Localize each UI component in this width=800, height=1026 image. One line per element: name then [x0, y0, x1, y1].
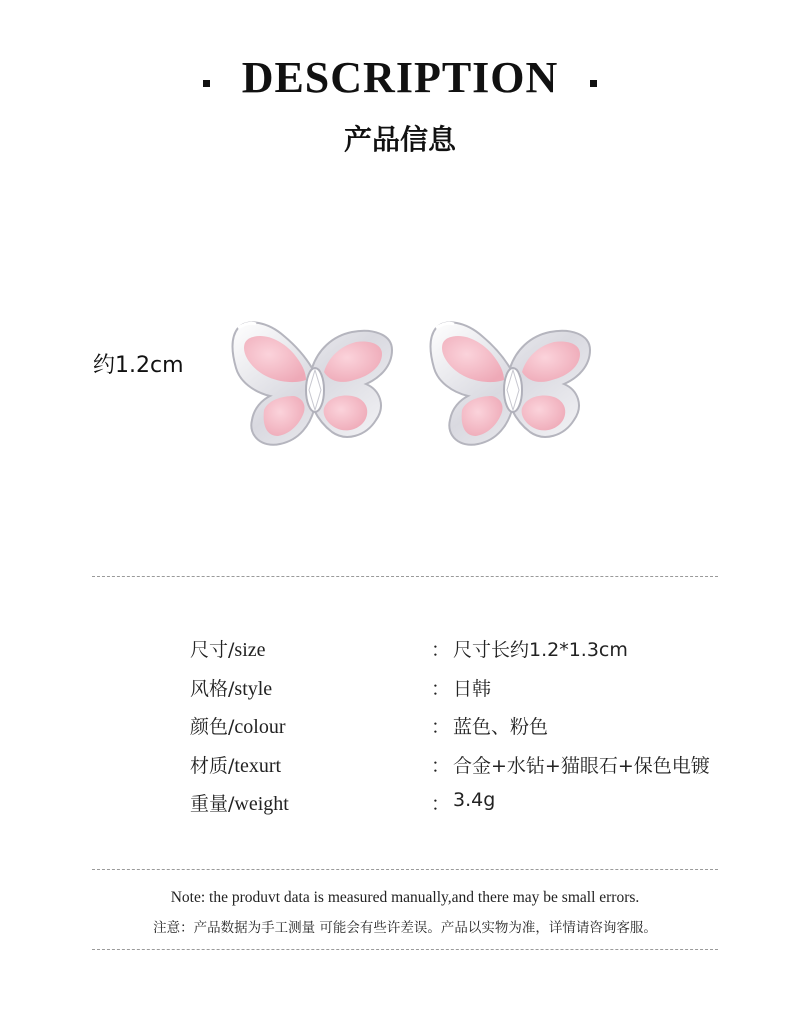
spec-colon: ： [431, 716, 451, 738]
title-row [0, 52, 800, 103]
spec-key-en: size [234, 639, 266, 661]
spec-colon: ： [431, 678, 451, 700]
spec-key-cn: 重量/ [190, 793, 235, 815]
product-image [210, 300, 610, 470]
spec-colon: ： [431, 755, 451, 777]
spec-key-cn: 风格/ [190, 678, 235, 700]
spec-row-weight [0, 789, 800, 819]
note-english: Note: the produvt data is measured manually,and there may be small errors. [170, 889, 640, 906]
spec-key-cn: 材质/ [190, 755, 235, 777]
spec-key-en: style [234, 678, 273, 700]
bullet-dot-left [203, 80, 210, 87]
spec-colon: ： [431, 793, 451, 815]
spec-row-colour [0, 712, 800, 742]
note-chinese: 注意：产品数据为手工测量 可能会有些许差误。产品以实物为准，详情请咨询客服。 [153, 920, 657, 936]
spec-key-en: colour [234, 716, 286, 738]
spec-key-en: weight [234, 793, 289, 815]
spec-colon: ： [431, 639, 451, 661]
page-subtitle: 产品信息 [343, 123, 456, 156]
spec-value: 尺寸长约1.2*1.3cm [453, 639, 628, 661]
spec-key-cn: 尺寸/ [190, 639, 235, 661]
earring-right [431, 322, 591, 444]
page-title: DESCRIPTION [241, 53, 559, 102]
spec-row-material [0, 751, 800, 781]
spec-value: 蓝色、粉色 [453, 716, 549, 738]
divider-bottom [92, 949, 718, 950]
spec-row-size [0, 635, 800, 665]
spec-row-style [0, 674, 800, 704]
earring-left [233, 322, 393, 444]
divider-top [92, 576, 718, 577]
spec-value: 3.4g [453, 789, 496, 811]
bullet-dot-right [590, 80, 597, 87]
spec-key-cn: 颜色/ [190, 716, 235, 738]
spec-key-en: texurt [234, 755, 282, 777]
size-label: 约1.2cm [93, 353, 184, 378]
divider-middle [92, 869, 718, 870]
spec-value: 日韩 [453, 678, 492, 700]
spec-value: 合金+水钻+猫眼石+保色电镀 [453, 755, 710, 777]
